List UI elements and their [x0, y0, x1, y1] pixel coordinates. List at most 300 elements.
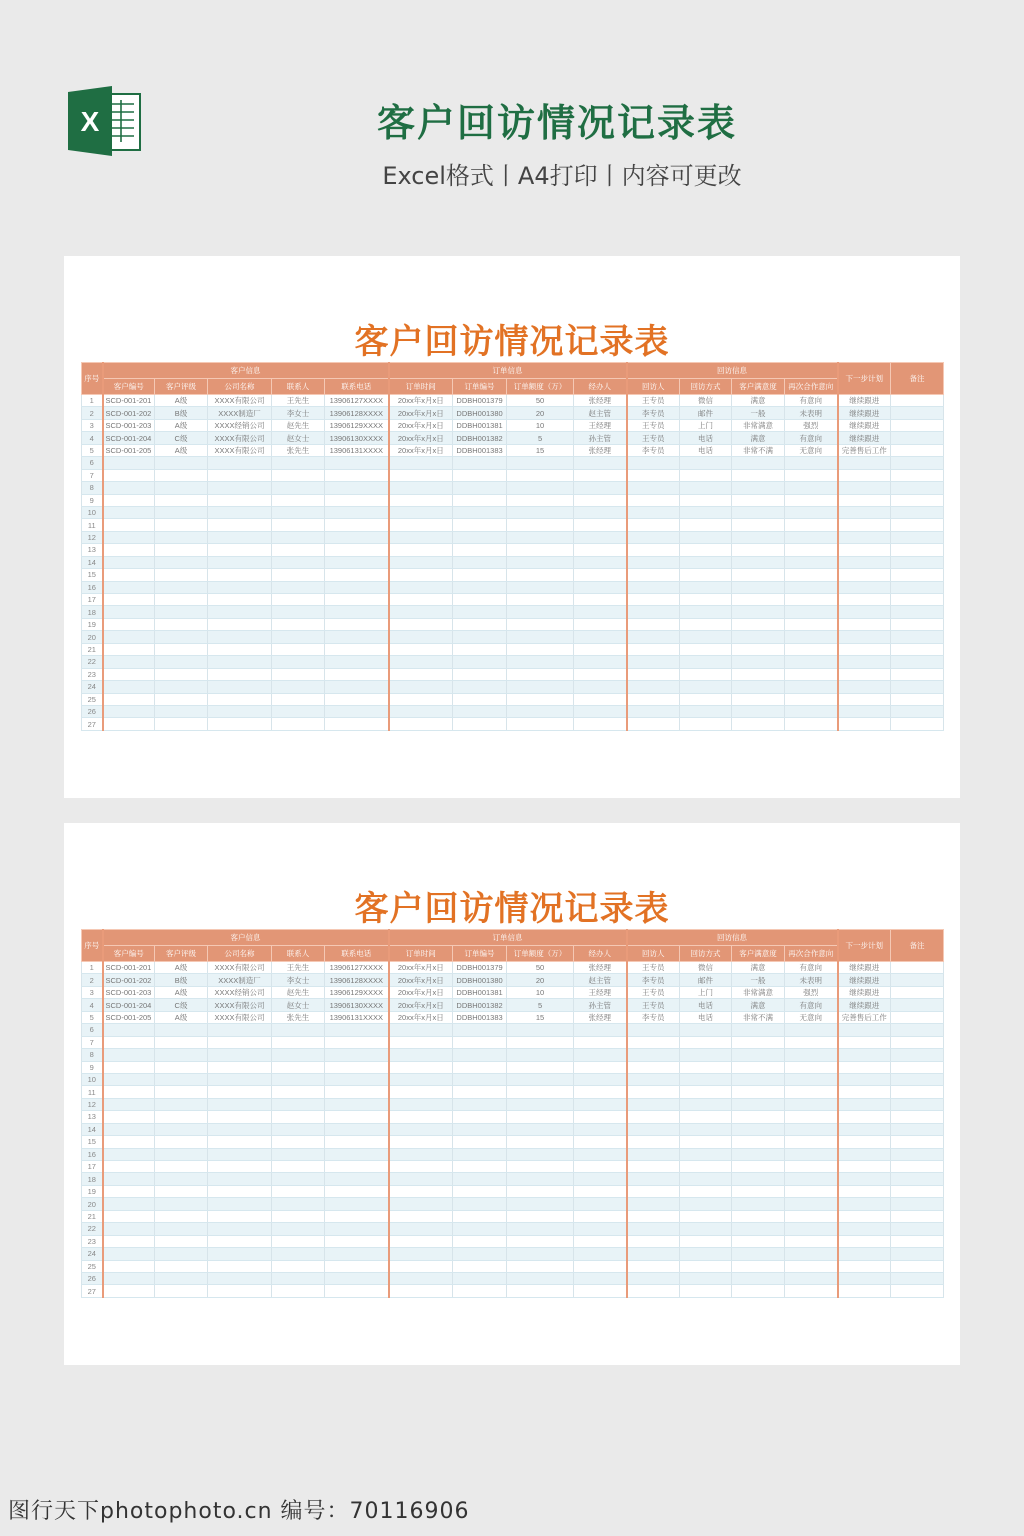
table-cell[interactable] [389, 1272, 453, 1284]
table-cell[interactable] [838, 531, 891, 543]
table-cell[interactable] [574, 1235, 627, 1247]
table-cell[interactable] [574, 531, 627, 543]
table-cell[interactable]: 20 [507, 407, 574, 419]
table-cell[interactable] [389, 681, 453, 693]
table-cell[interactable] [680, 1049, 732, 1061]
table-cell[interactable] [325, 1148, 389, 1160]
table-cell[interactable] [389, 693, 453, 705]
table-cell[interactable] [208, 656, 272, 668]
table-cell[interactable] [838, 1248, 891, 1260]
table-cell[interactable] [389, 1260, 453, 1272]
table-cell[interactable]: XXXX制造厂 [208, 974, 272, 986]
table-cell[interactable] [208, 693, 272, 705]
table-cell[interactable] [325, 1272, 389, 1284]
table-cell[interactable] [453, 1036, 507, 1048]
table-cell[interactable] [680, 1173, 732, 1185]
table-cell[interactable] [838, 681, 891, 693]
table-cell[interactable] [574, 519, 627, 531]
table-cell[interactable]: 10 [507, 986, 574, 998]
table-cell[interactable] [838, 1086, 891, 1098]
table-cell[interactable] [453, 494, 507, 506]
table-cell[interactable]: XXXX制造厂 [208, 407, 272, 419]
table-cell[interactable] [155, 1210, 208, 1222]
table-cell[interactable] [838, 1111, 891, 1123]
table-cell[interactable]: DDBH001383 [453, 444, 507, 456]
table-cell[interactable] [838, 643, 891, 655]
table-cell[interactable] [155, 1049, 208, 1061]
table-cell[interactable] [732, 531, 785, 543]
table-cell[interactable] [627, 681, 680, 693]
table-cell[interactable] [272, 1086, 325, 1098]
table-cell[interactable] [272, 1098, 325, 1110]
row-number[interactable]: 15 [82, 569, 103, 581]
table-cell[interactable]: 未表明 [785, 974, 838, 986]
table-cell[interactable]: 20xx年x月x日 [389, 999, 453, 1011]
table-cell[interactable] [155, 1223, 208, 1235]
row-number[interactable]: 11 [82, 519, 103, 531]
table-cell[interactable] [103, 1036, 155, 1048]
table-cell[interactable] [453, 1024, 507, 1036]
table-cell[interactable] [785, 1148, 838, 1160]
table-cell[interactable]: DDBH001380 [453, 407, 507, 419]
table-cell[interactable] [891, 1011, 944, 1023]
table-cell[interactable] [389, 1049, 453, 1061]
table-cell[interactable] [627, 643, 680, 655]
table-cell[interactable]: XXXX有限公司 [208, 444, 272, 456]
table-cell[interactable] [272, 1248, 325, 1260]
table-cell[interactable] [627, 1073, 680, 1085]
table-cell[interactable] [732, 606, 785, 618]
table-cell[interactable] [103, 482, 155, 494]
table-cell[interactable] [627, 1198, 680, 1210]
table-cell[interactable] [891, 1061, 944, 1073]
table-cell[interactable] [732, 1272, 785, 1284]
table-cell[interactable]: DDBH001381 [453, 419, 507, 431]
table-cell[interactable] [272, 531, 325, 543]
table-cell[interactable] [507, 631, 574, 643]
table-cell[interactable] [574, 1161, 627, 1173]
table-cell[interactable]: 20xx年x月x日 [389, 974, 453, 986]
table-cell[interactable] [785, 594, 838, 606]
table-cell[interactable] [785, 1036, 838, 1048]
table-cell[interactable] [103, 581, 155, 593]
table-cell[interactable] [785, 681, 838, 693]
table-cell[interactable] [272, 606, 325, 618]
table-cell[interactable] [272, 1136, 325, 1148]
table-cell[interactable] [574, 457, 627, 469]
table-cell[interactable] [785, 1049, 838, 1061]
table-cell[interactable] [891, 1036, 944, 1048]
table-cell[interactable] [155, 1123, 208, 1135]
table-cell[interactable] [574, 469, 627, 481]
table-cell[interactable] [507, 1136, 574, 1148]
table-cell[interactable] [891, 432, 944, 444]
table-cell[interactable] [627, 1111, 680, 1123]
table-cell[interactable] [103, 618, 155, 630]
table-cell[interactable]: 赵主管 [574, 407, 627, 419]
table-cell[interactable] [507, 1198, 574, 1210]
table-cell[interactable] [208, 1248, 272, 1260]
table-cell[interactable] [574, 606, 627, 618]
table-cell[interactable] [627, 1235, 680, 1247]
table-cell[interactable] [272, 1260, 325, 1272]
table-cell[interactable]: DDBH001382 [453, 432, 507, 444]
row-number[interactable]: 15 [82, 1136, 103, 1148]
row-number[interactable]: 21 [82, 1210, 103, 1222]
table-cell[interactable] [574, 482, 627, 494]
table-cell[interactable] [453, 482, 507, 494]
table-cell[interactable]: 无意向 [785, 444, 838, 456]
table-cell[interactable] [272, 519, 325, 531]
table-cell[interactable] [838, 1185, 891, 1197]
table-cell[interactable]: 非常满意 [732, 986, 785, 998]
table-cell[interactable] [103, 1136, 155, 1148]
table-cell[interactable] [785, 1024, 838, 1036]
table-cell[interactable] [389, 656, 453, 668]
table-cell[interactable] [272, 1173, 325, 1185]
table-cell[interactable] [891, 1173, 944, 1185]
table-cell[interactable] [574, 1285, 627, 1297]
table-cell[interactable]: DDBH001381 [453, 986, 507, 998]
table-cell[interactable] [453, 1260, 507, 1272]
table-cell[interactable] [680, 1260, 732, 1272]
table-cell[interactable] [325, 1173, 389, 1185]
table-cell[interactable] [785, 494, 838, 506]
table-cell[interactable]: 继续跟进 [838, 986, 891, 998]
table-cell[interactable] [155, 1086, 208, 1098]
table-cell[interactable] [627, 469, 680, 481]
table-cell[interactable] [627, 606, 680, 618]
table-cell[interactable] [208, 1198, 272, 1210]
table-cell[interactable] [627, 457, 680, 469]
table-cell[interactable]: 13906127XXXX [325, 962, 389, 974]
table-cell[interactable] [838, 1260, 891, 1272]
table-cell[interactable] [838, 556, 891, 568]
table-cell[interactable]: 王先生 [272, 395, 325, 407]
table-cell[interactable] [507, 1272, 574, 1284]
table-cell[interactable] [389, 519, 453, 531]
table-cell[interactable] [103, 457, 155, 469]
table-cell[interactable] [838, 1036, 891, 1048]
table-cell[interactable] [208, 1049, 272, 1061]
table-cell[interactable] [732, 556, 785, 568]
row-number[interactable]: 17 [82, 1161, 103, 1173]
table-cell[interactable]: 强烈 [785, 419, 838, 431]
table-cell[interactable] [838, 1024, 891, 1036]
table-cell[interactable]: 继续跟进 [838, 432, 891, 444]
table-cell[interactable] [891, 544, 944, 556]
table-cell[interactable]: 13906127XXXX [325, 395, 389, 407]
table-cell[interactable] [272, 1123, 325, 1135]
table-cell[interactable] [389, 1061, 453, 1073]
table-cell[interactable] [785, 469, 838, 481]
table-cell[interactable]: 有意向 [785, 395, 838, 407]
table-cell[interactable] [627, 1185, 680, 1197]
table-cell[interactable] [838, 519, 891, 531]
table-cell[interactable] [325, 544, 389, 556]
table-cell[interactable] [272, 618, 325, 630]
table-cell[interactable] [208, 1098, 272, 1110]
row-number[interactable]: 26 [82, 1272, 103, 1284]
table-cell[interactable] [732, 482, 785, 494]
table-cell[interactable] [574, 1260, 627, 1272]
table-cell[interactable] [680, 1111, 732, 1123]
table-cell[interactable] [155, 1036, 208, 1048]
table-cell[interactable]: 13906130XXXX [325, 999, 389, 1011]
table-cell[interactable] [208, 1223, 272, 1235]
row-number[interactable]: 10 [82, 506, 103, 518]
table-cell[interactable] [507, 1161, 574, 1173]
table-cell[interactable]: 20xx年x月x日 [389, 395, 453, 407]
row-number[interactable]: 9 [82, 1061, 103, 1073]
table-cell[interactable] [680, 1148, 732, 1160]
table-cell[interactable] [208, 606, 272, 618]
table-cell[interactable] [272, 1148, 325, 1160]
table-cell[interactable] [838, 569, 891, 581]
table-cell[interactable] [208, 1285, 272, 1297]
table-cell[interactable]: 电话 [680, 444, 732, 456]
table-cell[interactable] [103, 469, 155, 481]
table-cell[interactable] [574, 656, 627, 668]
table-cell[interactable] [507, 519, 574, 531]
table-cell[interactable] [785, 1260, 838, 1272]
row-number[interactable]: 20 [82, 631, 103, 643]
table-cell[interactable]: C级 [155, 432, 208, 444]
table-cell[interactable] [103, 1223, 155, 1235]
table-cell[interactable] [732, 1148, 785, 1160]
table-cell[interactable]: SCD-001-204 [103, 999, 155, 1011]
table-cell[interactable] [574, 681, 627, 693]
table-cell[interactable] [507, 656, 574, 668]
table-cell[interactable] [208, 1235, 272, 1247]
table-cell[interactable] [389, 531, 453, 543]
table-cell[interactable] [389, 1036, 453, 1048]
table-cell[interactable] [272, 1061, 325, 1073]
table-cell[interactable] [891, 1136, 944, 1148]
table-cell[interactable] [785, 1123, 838, 1135]
table-cell[interactable] [732, 494, 785, 506]
table-cell[interactable] [507, 544, 574, 556]
table-cell[interactable] [680, 531, 732, 543]
table-cell[interactable]: A级 [155, 444, 208, 456]
table-cell[interactable] [627, 1223, 680, 1235]
table-cell[interactable] [574, 1173, 627, 1185]
table-cell[interactable] [680, 1161, 732, 1173]
table-cell[interactable] [389, 643, 453, 655]
table-cell[interactable] [272, 556, 325, 568]
table-cell[interactable] [680, 1136, 732, 1148]
row-number[interactable]: 20 [82, 1198, 103, 1210]
table-cell[interactable]: 5 [507, 432, 574, 444]
table-cell[interactable] [272, 1049, 325, 1061]
table-cell[interactable]: 李专员 [627, 407, 680, 419]
table-cell[interactable] [574, 1049, 627, 1061]
table-cell[interactable] [891, 1285, 944, 1297]
table-cell[interactable] [155, 581, 208, 593]
table-cell[interactable] [785, 1161, 838, 1173]
table-cell[interactable] [103, 594, 155, 606]
table-cell[interactable] [208, 1173, 272, 1185]
table-cell[interactable] [453, 656, 507, 668]
table-cell[interactable] [732, 469, 785, 481]
table-cell[interactable] [325, 606, 389, 618]
table-cell[interactable] [785, 693, 838, 705]
table-cell[interactable] [453, 1061, 507, 1073]
table-cell[interactable] [272, 631, 325, 643]
table-cell[interactable] [155, 1024, 208, 1036]
table-cell[interactable]: SCD-001-203 [103, 986, 155, 998]
table-cell[interactable] [891, 506, 944, 518]
table-cell[interactable] [325, 531, 389, 543]
table-cell[interactable]: 继续跟进 [838, 407, 891, 419]
table-cell[interactable] [208, 681, 272, 693]
table-cell[interactable] [627, 1049, 680, 1061]
row-number[interactable]: 24 [82, 681, 103, 693]
table-cell[interactable] [891, 469, 944, 481]
table-cell[interactable]: 李专员 [627, 444, 680, 456]
table-cell[interactable] [891, 1123, 944, 1135]
table-cell[interactable] [507, 1086, 574, 1098]
table-cell[interactable] [891, 1248, 944, 1260]
row-number[interactable]: 14 [82, 1123, 103, 1135]
table-cell[interactable] [208, 1111, 272, 1123]
table-cell[interactable] [325, 1210, 389, 1222]
table-cell[interactable] [155, 668, 208, 680]
table-cell[interactable] [732, 1173, 785, 1185]
row-number[interactable]: 6 [82, 457, 103, 469]
table-cell[interactable] [103, 1198, 155, 1210]
table-cell[interactable] [208, 1073, 272, 1085]
table-cell[interactable] [272, 1272, 325, 1284]
table-cell[interactable]: 邮件 [680, 407, 732, 419]
table-cell[interactable] [891, 419, 944, 431]
table-cell[interactable] [732, 1223, 785, 1235]
table-cell[interactable] [507, 556, 574, 568]
table-cell[interactable] [891, 494, 944, 506]
table-cell[interactable] [680, 457, 732, 469]
table-cell[interactable] [627, 705, 680, 717]
table-cell[interactable] [627, 556, 680, 568]
table-cell[interactable] [389, 1098, 453, 1110]
table-cell[interactable] [453, 1098, 507, 1110]
table-cell[interactable] [838, 506, 891, 518]
table-cell[interactable] [627, 693, 680, 705]
table-cell[interactable]: 13906128XXXX [325, 974, 389, 986]
table-cell[interactable] [785, 1111, 838, 1123]
table-cell[interactable] [507, 506, 574, 518]
table-cell[interactable]: XXXX经销公司 [208, 986, 272, 998]
table-cell[interactable]: 有意向 [785, 999, 838, 1011]
table-cell[interactable] [891, 718, 944, 730]
table-cell[interactable] [507, 693, 574, 705]
table-cell[interactable] [155, 1161, 208, 1173]
table-cell[interactable] [732, 506, 785, 518]
table-cell[interactable] [155, 1136, 208, 1148]
table-cell[interactable] [838, 1272, 891, 1284]
table-cell[interactable]: SCD-001-204 [103, 432, 155, 444]
table-cell[interactable] [891, 407, 944, 419]
table-cell[interactable] [838, 1173, 891, 1185]
row-number[interactable]: 18 [82, 606, 103, 618]
row-number[interactable]: 2 [82, 974, 103, 986]
table-cell[interactable] [680, 643, 732, 655]
table-cell[interactable] [389, 1073, 453, 1085]
table-cell[interactable]: XXXX有限公司 [208, 962, 272, 974]
table-cell[interactable] [208, 668, 272, 680]
table-cell[interactable] [389, 718, 453, 730]
table-cell[interactable] [389, 1136, 453, 1148]
table-cell[interactable] [680, 606, 732, 618]
table-cell[interactable]: 李专员 [627, 1011, 680, 1023]
table-cell[interactable] [507, 1235, 574, 1247]
table-cell[interactable] [891, 705, 944, 717]
table-cell[interactable] [507, 681, 574, 693]
row-number[interactable]: 23 [82, 1235, 103, 1247]
table-cell[interactable] [103, 1049, 155, 1061]
table-cell[interactable] [103, 1173, 155, 1185]
table-cell[interactable] [272, 594, 325, 606]
row-number[interactable]: 8 [82, 1049, 103, 1061]
table-cell[interactable]: A级 [155, 1011, 208, 1023]
table-cell[interactable] [574, 1036, 627, 1048]
table-cell[interactable] [272, 1161, 325, 1173]
table-cell[interactable] [453, 1123, 507, 1135]
table-cell[interactable] [680, 581, 732, 593]
table-cell[interactable] [325, 656, 389, 668]
table-cell[interactable] [325, 1111, 389, 1123]
table-cell[interactable] [272, 1036, 325, 1048]
table-cell[interactable] [785, 1173, 838, 1185]
table-cell[interactable] [208, 457, 272, 469]
table-cell[interactable]: 王专员 [627, 999, 680, 1011]
table-cell[interactable] [208, 1036, 272, 1048]
table-cell[interactable]: 20xx年x月x日 [389, 419, 453, 431]
table-cell[interactable]: 王专员 [627, 432, 680, 444]
row-number[interactable]: 24 [82, 1248, 103, 1260]
table-cell[interactable] [453, 594, 507, 606]
table-cell[interactable] [325, 643, 389, 655]
row-number[interactable]: 4 [82, 999, 103, 1011]
table-cell[interactable] [389, 618, 453, 630]
table-cell[interactable]: 赵女士 [272, 432, 325, 444]
table-cell[interactable]: 上门 [680, 419, 732, 431]
table-cell[interactable] [891, 1161, 944, 1173]
table-cell[interactable] [574, 1136, 627, 1148]
row-number[interactable]: 18 [82, 1173, 103, 1185]
table-cell[interactable] [208, 1136, 272, 1148]
table-cell[interactable] [389, 1285, 453, 1297]
table-cell[interactable] [732, 718, 785, 730]
table-cell[interactable] [891, 1086, 944, 1098]
table-cell[interactable] [272, 1223, 325, 1235]
table-cell[interactable] [838, 1073, 891, 1085]
table-cell[interactable] [507, 705, 574, 717]
table-cell[interactable] [389, 594, 453, 606]
table-cell[interactable] [507, 1185, 574, 1197]
table-cell[interactable]: B级 [155, 407, 208, 419]
table-cell[interactable]: XXXX有限公司 [208, 999, 272, 1011]
table-cell[interactable] [272, 544, 325, 556]
table-cell[interactable]: SCD-001-201 [103, 395, 155, 407]
table-cell[interactable] [507, 469, 574, 481]
table-cell[interactable] [272, 469, 325, 481]
table-cell[interactable] [155, 631, 208, 643]
table-cell[interactable] [732, 544, 785, 556]
table-cell[interactable] [891, 986, 944, 998]
table-cell[interactable] [891, 395, 944, 407]
table-cell[interactable] [732, 1285, 785, 1297]
table-cell[interactable] [103, 1098, 155, 1110]
